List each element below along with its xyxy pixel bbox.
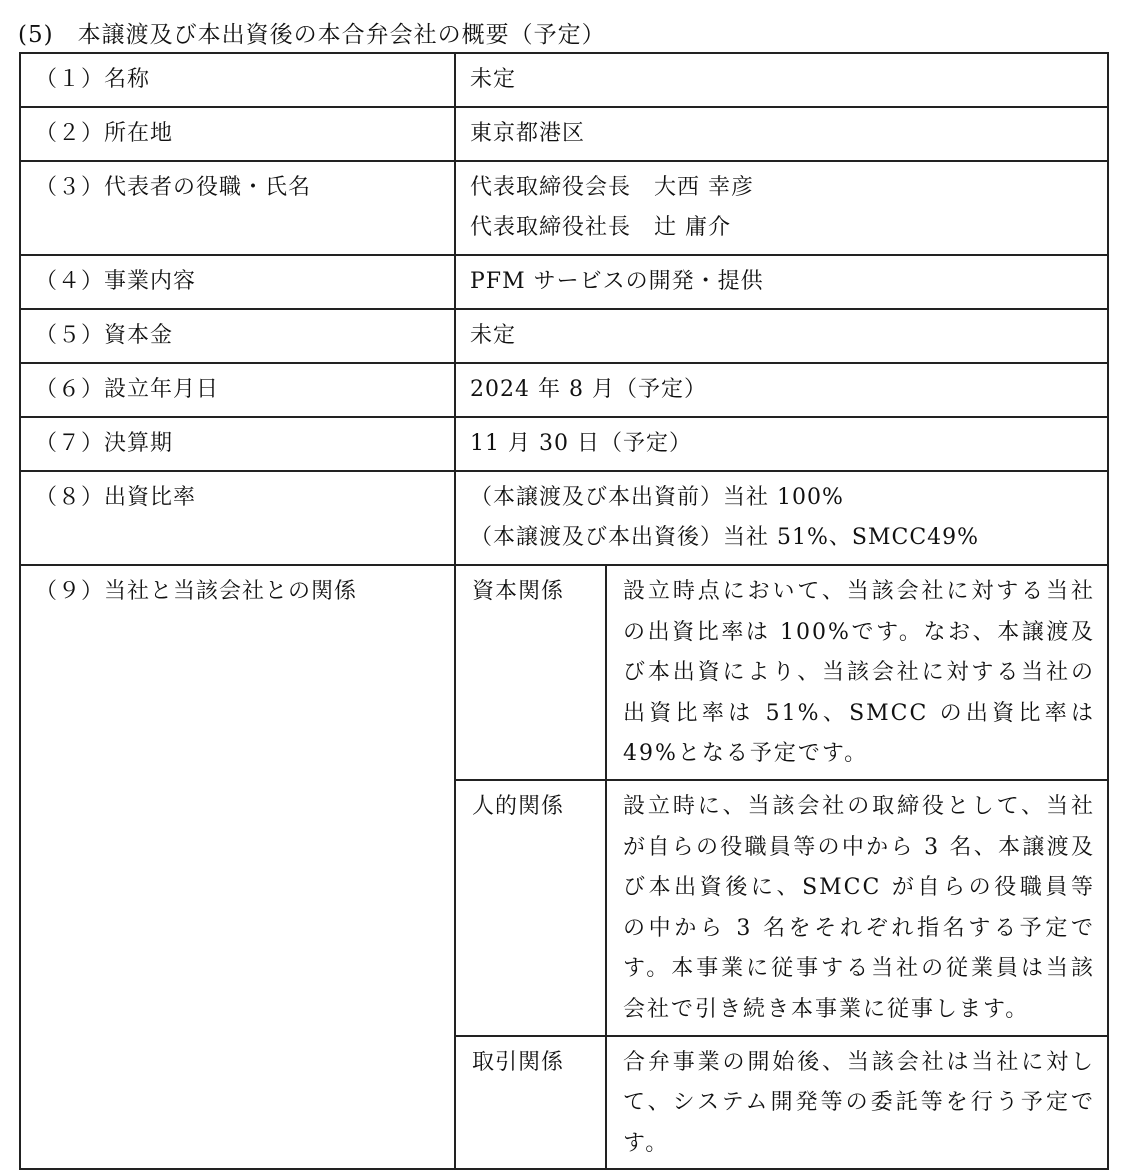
row-label-capital: （５）資本金	[20, 309, 455, 363]
personnel-relationship-label: 人的関係	[456, 780, 606, 1036]
row-value-representative	[455, 161, 1108, 255]
transaction-relationship-text: 合弁事業の開始後、当該会社は当社に対して、システム開発等の委託等を行う予定です。	[623, 1049, 1095, 1156]
investment-ratio-line: （本譲渡及び本出資前）当社 100%	[470, 485, 844, 510]
row-label-business: （４）事業内容	[20, 255, 455, 309]
subtable-row	[456, 566, 1107, 780]
table-row	[20, 363, 1108, 417]
company-overview-table	[19, 52, 1109, 1170]
capital-relationship-text: 設立時点において、当該会社に対する当社の出資比率は 100%です。なお、本譲渡及び本出資により、当該会社に対する当社の出資比率は 51%、SMCC の出資比率は 49%となる予定です。	[606, 566, 1107, 780]
row-label-representative: （３）代表者の役職・氏名	[20, 161, 455, 255]
row-label-location: （２）所在地	[20, 107, 455, 161]
table-row	[20, 309, 1108, 363]
row-value-established: 2024 年 8 月（予定）	[455, 363, 1108, 417]
investment-ratio-line: （本譲渡及び本出資後）当社 51%、SMCC49%	[470, 525, 980, 550]
relationship-subtable-cell	[455, 565, 1108, 1169]
subtable-row	[456, 1036, 1107, 1169]
row-value-investment-ratio	[455, 471, 1108, 565]
section-heading: (5) 本譲渡及び本出資後の本合弁会社の概要（予定）	[18, 22, 606, 48]
transaction-relationship-label: 取引関係	[456, 1036, 606, 1169]
relationship-subtable	[456, 566, 1107, 1168]
personnel-relationship-text: 設立時に、当該会社の取締役として、当社が自らの役職員等の中から 3 名、本譲渡及び本出資後に、SMCC が自らの役職員等の中から 3 名をそれぞれ指名する予定です。本事業に従事する当社の従業員は当該会社で引き続き本事業に従事します。	[606, 780, 1107, 1036]
row-label-name: （１）名称	[20, 53, 455, 107]
table-row	[20, 565, 1108, 1169]
table-row	[20, 161, 1108, 255]
row-value-business: PFM サービスの開発・提供	[455, 255, 1108, 309]
row-label-investment-ratio: （８）出資比率	[20, 471, 455, 565]
table-row	[20, 471, 1108, 565]
table-row	[20, 255, 1108, 309]
row-label-fiscal-period: （７）決算期	[20, 417, 455, 471]
representative-line: 代表取締役会長 大西 幸彦	[470, 175, 754, 200]
row-value-name: 未定	[455, 53, 1108, 107]
row-value-fiscal-period: 11 月 30 日（予定）	[455, 417, 1108, 471]
table-row	[20, 417, 1108, 471]
capital-relationship-label: 資本関係	[456, 566, 606, 780]
subtable-row	[456, 780, 1107, 1036]
row-label-established: （６）設立年月日	[20, 363, 455, 417]
table-row	[20, 107, 1108, 161]
table-row	[20, 53, 1108, 107]
row-value-capital: 未定	[455, 309, 1108, 363]
row-value-location: 東京都港区	[455, 107, 1108, 161]
representative-line: 代表取締役社長 辻 庸介	[470, 215, 731, 240]
row-label-relationship: （９）当社と当該会社との関係	[20, 565, 455, 1169]
